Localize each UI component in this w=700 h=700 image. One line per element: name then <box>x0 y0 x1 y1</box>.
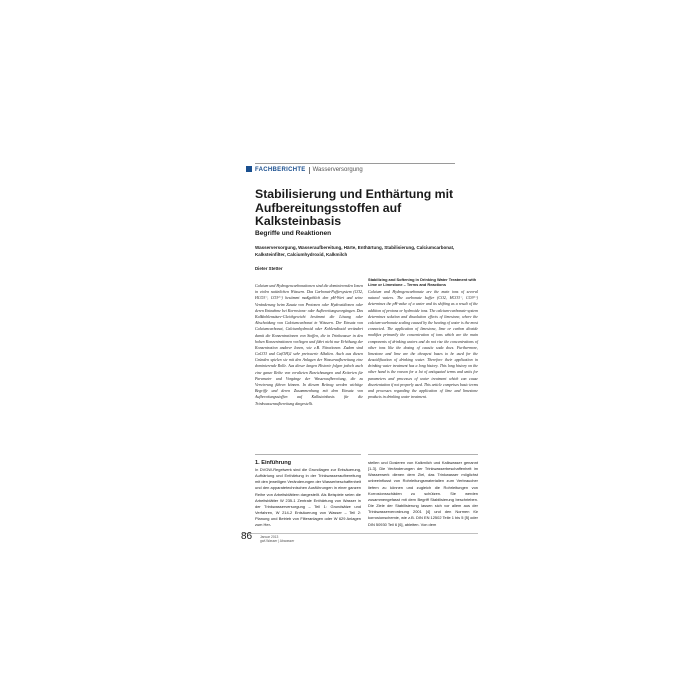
section-subcategory[interactable]: Wasserversorgung <box>312 167 363 173</box>
article-keywords: Wasserversorgung, Wasseraufbereitung, Härte, Enthärtung, Stabilisierung, Calciumcarbonat, Kalksteinfilter, Calciumhydroxid, Kalkmilch <box>255 245 455 257</box>
section-separator <box>309 167 310 174</box>
abstract-divider-right <box>368 454 478 455</box>
abstract-divider-left <box>255 454 361 455</box>
issue-date: Januar 2013 <box>260 535 279 539</box>
journal-name: gwf-Wasser | Abwasser <box>260 539 295 544</box>
article-subtitle: Begriffe und Reaktionen <box>255 230 332 237</box>
section-marker <box>246 166 252 172</box>
page-number: 86 <box>241 531 253 542</box>
issue-info <box>260 535 294 543</box>
header-divider <box>255 163 455 164</box>
article-author: Dieter Stetter <box>255 266 283 271</box>
abstract-english: Calcium and Hydrogencarbonate are the main ions of several natural waters. The carbonate buffer (CO2, HCO3⁻, CO3²⁻) determines the pH-value of a water and its shifting as a result of the addition of protons or hydroxide ions. The calcium-carbonate-system determines solution and dissolution effects of limestone, where the calcium-carbonate scaling caused by the heating of water is the most connected. The application of limestone, lime or carbon dioxide modifies primarily the concentration of ions which are the main components of drinking waters and do not rise the concentrations of other ions like the dosing of caustic soda does. Furthermore, limestone and lime are the cheapest bases to be used for the deacidification of drinking water. Therefore their application in drinking water treatment has a long history. This long history on the other hand is the reason for a lot of antiquated terms and units for parameters and processes of water treatment which can cause disorientation if not properly used. This article comprises basic terms and processes regarding the application of lime and limestone products in drinking water treatment. <box>368 289 478 400</box>
section-category[interactable]: FACHBERICHTE <box>255 167 306 173</box>
abstract-german: Calcium und Hydrogencarbonationen sind die dominierenden Ionen in vielen natürlichen Wässern. Das Carbonat-Puffersystem (CO2, HCO3⁻, CO3²⁻) bestimmt maßgeblich den pH-Wert und seine Veränderung beim Zusatz von Protonen oder Hydroxidionen oder deren Entnahme bei Korrosions- oder Aufbereitungsvorgängen. Das Kalkkohlensäure-Gleichgewicht bestimmt die Lösung oder Abscheidung von Calciumcarbonat in Wässern. Der Einsatz von Calciumcarbonat, Calciumhydroxid oder Kohlendioxid verändert damit die Konzentrationen von Stoffen, die in Trinkwasser in den hohen Konzentrationen vorliegen und führt nicht nur Erhöhung der Konzentration anderer Ionen, wie z.B. Nitrationen. Zudem sind CaCO3 und Ca(OH)2 sehr preiswerte Alkalien. Auch aus diesen Gründen spielen sie mit den Anlagen der Wasseraufbereitung eine dominierende Rolle. Aus dieser langen Historie folgen jedoch auch eine ganze Reihe von veralteten Bezeichnungen und Kriterien für Parameter und Vorgänge der Wasseraufbereitung, die zu Verwirrung führen können. In diesem Beitrag werden wichtige Begriffe und deren Zusammenhang mit dem Einsatz von Aufbereitungsstoffen auf Kalksteinbasis für die Trinkwasseraufbereitung dargestellt. <box>255 283 363 406</box>
section-header <box>255 165 363 175</box>
article-title: Stabilisierung und Enthärtung mit Aufbereitungsstoffen auf Kalksteinbasis <box>255 187 454 228</box>
body-text-right: stellen und Dosieren von Kalkmilch und Kalkwasser genannt [1-3]. Die Veränderungen der Trinkwasserbeschaffenheit im Wasserwerk dienen dem Ziel, das Trinkwasser möglichst unbeeinflusst von Rohrleitungsmaterialien zum Verbraucher liefern zu können und zugleich die Rohrleitungen von Korrosionsschäden zu schützen. Sie werden zusammengefasst mit dem Begriff Stabilisierung beschrieben. Die Ziele der Stabilisierung lassen sich vor allem aus der Trinkwasserverordnung 2001 [4] und den Normen für korrosionschemie, wie z.B. DIN EN 12502 Teile 1 bis 5 [5] oder DIN 50930 Teil 6 [6], ableiten. Von dem <box>368 460 478 527</box>
section-heading: 1. Einführung <box>255 460 292 466</box>
abstract-english-title: Stabilizing and Softening in Drinking Water Treatment with Lime or Limestone – Terms and Reactions <box>368 277 477 288</box>
footer-divider <box>243 533 478 534</box>
body-text-left: In DVGW-Regelwerk sind die Grundlagen zur Entsäuerung, Aufhärtung und Enthärtung in der Trinkwasseraufbereitung mit den jeweiligen Veränderungen der Wasserbeschaffenheit und den apparatetechnischen Ausführungen in einer ganzen Reihe von Arbeitsblättern dargestellt. Als Beispiele seien die Arbeitsblätter W 235-1 Zentrale Enthärtung von Wasser in der Trinkwasserversorgung – Teil 1: Grundsätze und Verfahren, W 214-2 Entsäuerung von Wasser – Teil 2: Planung und Betrieb von Filteranlagen oder W 629 Anlagen zum Her- <box>255 467 361 528</box>
